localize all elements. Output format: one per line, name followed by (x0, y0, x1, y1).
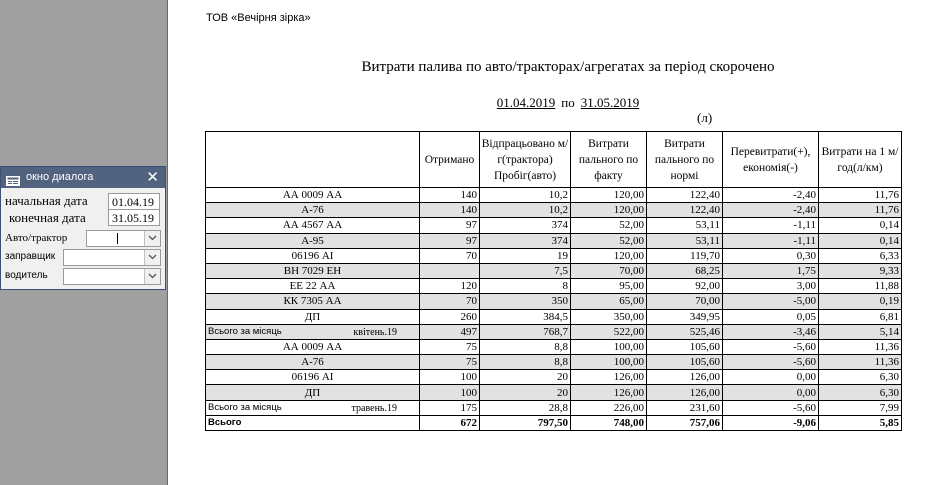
cell-fact: 52,00 (571, 218, 647, 233)
table-row (206, 385, 902, 400)
driver-dropdown-button[interactable] (144, 269, 160, 284)
cell-per-unit: 11,76 (819, 188, 902, 203)
total-row (206, 415, 902, 430)
cell-diff: 0,00 (723, 385, 819, 400)
cell-fact: 120,00 (571, 248, 647, 263)
chevron-down-icon (148, 273, 157, 279)
cell-per-unit: 7,99 (819, 400, 902, 415)
table-row (206, 355, 902, 370)
cell-per-unit: 11,36 (819, 355, 902, 370)
cell-received: 75 (420, 339, 480, 354)
cell-received: 75 (420, 355, 480, 370)
cell-diff: -5,60 (723, 400, 819, 415)
table-row (206, 370, 902, 385)
cell-fact: 226,00 (571, 400, 647, 415)
cell-norm: 349,95 (647, 309, 723, 324)
driver-combobox[interactable] (63, 268, 161, 285)
col-header-per-unit: Витрати на 1 м/год(л/км) (819, 132, 902, 188)
cell-norm: 68,25 (647, 263, 723, 278)
cell-worked: 768,7 (480, 324, 571, 339)
cell-fact: 65,00 (571, 294, 647, 309)
cell-norm: 231,60 (647, 400, 723, 415)
close-icon[interactable]: ✕ (146, 168, 159, 186)
end-date-label: конечная дата (9, 210, 86, 225)
cell-norm: 122,40 (647, 203, 723, 218)
cell-norm: 126,00 (647, 370, 723, 385)
cell-fact: 70,00 (571, 263, 647, 278)
text-caret (117, 233, 118, 244)
cell-per-unit: 0,14 (819, 233, 902, 248)
col-header-received: Отримано (420, 132, 480, 188)
cell-worked: 8 (480, 279, 571, 294)
cell-received: 175 (420, 400, 480, 415)
cell-norm: 70,00 (647, 294, 723, 309)
start-date-input[interactable]: 01.04.19 (108, 193, 160, 210)
vehicle-name-cell: АА 0009 АА (206, 339, 420, 354)
cell-diff: -5,00 (723, 294, 819, 309)
cell-per-unit: 6,30 (819, 370, 902, 385)
cell-diff: -5,60 (723, 339, 819, 354)
table-body (206, 188, 902, 416)
cell-received: 97 (420, 218, 480, 233)
unit-label: (л) (697, 110, 713, 125)
cell-fact: 350,00 (571, 309, 647, 324)
cell-worked: 350 (480, 294, 571, 309)
cell-fact: 126,00 (571, 385, 647, 400)
cell-norm: 105,60 (647, 355, 723, 370)
vehicle-name-cell: ВН 7029 ЕН (206, 263, 420, 278)
cell-diff: 0,05 (723, 309, 819, 324)
cell-norm: 53,11 (647, 233, 723, 248)
cell-per-unit: 0,14 (819, 218, 902, 233)
cell-diff: -2,40 (723, 203, 819, 218)
cell-received: 140 (420, 188, 480, 203)
cell-received: 497 (420, 324, 480, 339)
chevron-down-icon (148, 235, 157, 241)
dialog-titlebar[interactable] (1, 167, 165, 188)
summary-label-cell (206, 324, 420, 339)
month-summary-row (206, 324, 902, 339)
cell-received: 97 (420, 233, 480, 248)
summary-label: Всього за місяць (208, 401, 282, 413)
cell-received: 100 (420, 385, 480, 400)
vehicle-name-cell: АА 4567 АА (206, 218, 420, 233)
cell-norm: 126,00 (647, 385, 723, 400)
cell-diff: 0,00 (723, 370, 819, 385)
cell-worked: 7,5 (480, 263, 571, 278)
month-summary-row (206, 400, 902, 415)
cell-per-unit: 5,14 (819, 324, 902, 339)
cell-received (420, 263, 480, 278)
dialog-window (0, 166, 166, 290)
end-date-input[interactable]: 31.05.19 (108, 209, 160, 226)
cell-fact: 95,00 (571, 279, 647, 294)
fuel-report-table (205, 131, 902, 431)
cell-received: 260 (420, 309, 480, 324)
table-row (206, 248, 902, 263)
col-header-fact: Витрати пального по факту (571, 132, 647, 188)
cell-worked: 28,8 (480, 400, 571, 415)
table-header-row (206, 132, 902, 188)
table-row (206, 203, 902, 218)
cell-received: 70 (420, 248, 480, 263)
cell-diff: -1,11 (723, 218, 819, 233)
vehicle-name-cell: ДП (206, 309, 420, 324)
cell-diff: -5,60 (723, 355, 819, 370)
table-row (206, 218, 902, 233)
cell-diff: -1,11 (723, 233, 819, 248)
cell-fact: 100,00 (571, 355, 647, 370)
col-header-norm: Витрати пального по нормі (647, 132, 723, 188)
cell-worked: 19 (480, 248, 571, 263)
period-end-date: 31.05.2019 (580, 95, 640, 110)
cell-worked: 384,5 (480, 309, 571, 324)
vehicle-name-cell: А-76 (206, 355, 420, 370)
table-row (206, 188, 902, 203)
cell-worked: 10,2 (480, 188, 571, 203)
period-separator: по (561, 95, 575, 110)
cell-received: 140 (420, 203, 480, 218)
vehicle-name-cell: АА 0009 АА (206, 188, 420, 203)
form-icon (6, 173, 20, 183)
total-diff: -9,06 (723, 415, 819, 430)
cell-norm: 105,60 (647, 339, 723, 354)
chevron-down-icon (148, 254, 157, 260)
cell-worked: 8,8 (480, 339, 571, 354)
table-row (206, 263, 902, 278)
total-received: 672 (420, 415, 480, 430)
fueler-dropdown-button[interactable] (144, 250, 160, 265)
cell-diff: 3,00 (723, 279, 819, 294)
cell-worked: 8,8 (480, 355, 571, 370)
report-title: Витрати палива по авто/тракторах/агрегатах за період скорочено (361, 59, 775, 75)
total-worked: 797,50 (480, 415, 571, 430)
cell-per-unit: 6,30 (819, 385, 902, 400)
col-header-worked: Відпрацьовано м/г(трактора) Пробіг(авто) (480, 132, 571, 188)
total-per-unit: 5,85 (819, 415, 902, 430)
cell-worked: 20 (480, 370, 571, 385)
cell-worked: 374 (480, 233, 571, 248)
vehicle-name-cell: 06196 АІ (206, 248, 420, 263)
cell-per-unit: 11,76 (819, 203, 902, 218)
cell-per-unit: 11,36 (819, 339, 902, 354)
summary-label: Всього за місяць (208, 325, 282, 337)
cell-norm: 122,40 (647, 188, 723, 203)
cell-per-unit: 6,81 (819, 309, 902, 324)
table-row (206, 294, 902, 309)
cell-per-unit: 9,33 (819, 263, 902, 278)
vehicle-combobox[interactable] (86, 230, 161, 247)
cell-norm: 119,70 (647, 248, 723, 263)
cell-fact: 100,00 (571, 339, 647, 354)
company-name: ТОВ «Вечірня зірка» (206, 12, 311, 24)
summary-month: квітень.19 (353, 326, 397, 338)
cell-fact: 126,00 (571, 370, 647, 385)
start-date-label: начальная дата (5, 193, 88, 208)
total-fact: 748,00 (571, 415, 647, 430)
total-label: Всього (208, 416, 242, 428)
cell-diff: 1,75 (723, 263, 819, 278)
cell-received: 70 (420, 294, 480, 309)
cell-per-unit: 0,19 (819, 294, 902, 309)
vehicle-name-cell: А-76 (206, 203, 420, 218)
cell-received: 120 (420, 279, 480, 294)
table-row (206, 309, 902, 324)
vehicle-name-cell: ДП (206, 385, 420, 400)
total-label-cell (206, 415, 420, 430)
table-row (206, 233, 902, 248)
driver-label: водитель (5, 270, 48, 281)
vehicle-name-cell: А-95 (206, 233, 420, 248)
cell-worked: 10,2 (480, 203, 571, 218)
cell-per-unit: 11,88 (819, 279, 902, 294)
fueler-combobox[interactable] (63, 249, 161, 266)
vehicle-name-cell: КК 7305 АА (206, 294, 420, 309)
cell-diff: 0,30 (723, 248, 819, 263)
col-header-name (206, 132, 420, 188)
fueler-label: заправщик (5, 251, 56, 262)
summary-month: травень.19 (351, 402, 397, 414)
vehicle-dropdown-button[interactable] (144, 231, 160, 246)
cell-fact: 120,00 (571, 203, 647, 218)
table-row (206, 279, 902, 294)
cell-diff: -3,46 (723, 324, 819, 339)
cell-diff: -2,40 (723, 188, 819, 203)
dialog-title: окно диалога (26, 171, 94, 183)
cell-fact: 52,00 (571, 233, 647, 248)
cell-norm: 525,46 (647, 324, 723, 339)
cell-fact: 120,00 (571, 188, 647, 203)
report-period (280, 95, 856, 111)
cell-norm: 53,11 (647, 218, 723, 233)
col-header-diff: Перевитрати(+), економія(-) (723, 132, 819, 188)
vehicle-name-cell: 06196 АІ (206, 370, 420, 385)
summary-label-cell (206, 400, 420, 415)
cell-worked: 374 (480, 218, 571, 233)
cell-per-unit: 6,33 (819, 248, 902, 263)
cell-received: 100 (420, 370, 480, 385)
cell-fact: 522,00 (571, 324, 647, 339)
vehicle-label: Авто/трактор (5, 232, 68, 244)
period-start-date: 01.04.2019 (496, 95, 556, 110)
cell-worked: 20 (480, 385, 571, 400)
vehicle-name-cell: ЕЕ 22 АА (206, 279, 420, 294)
table-row (206, 339, 902, 354)
total-norm: 757,06 (647, 415, 723, 430)
cell-norm: 92,00 (647, 279, 723, 294)
